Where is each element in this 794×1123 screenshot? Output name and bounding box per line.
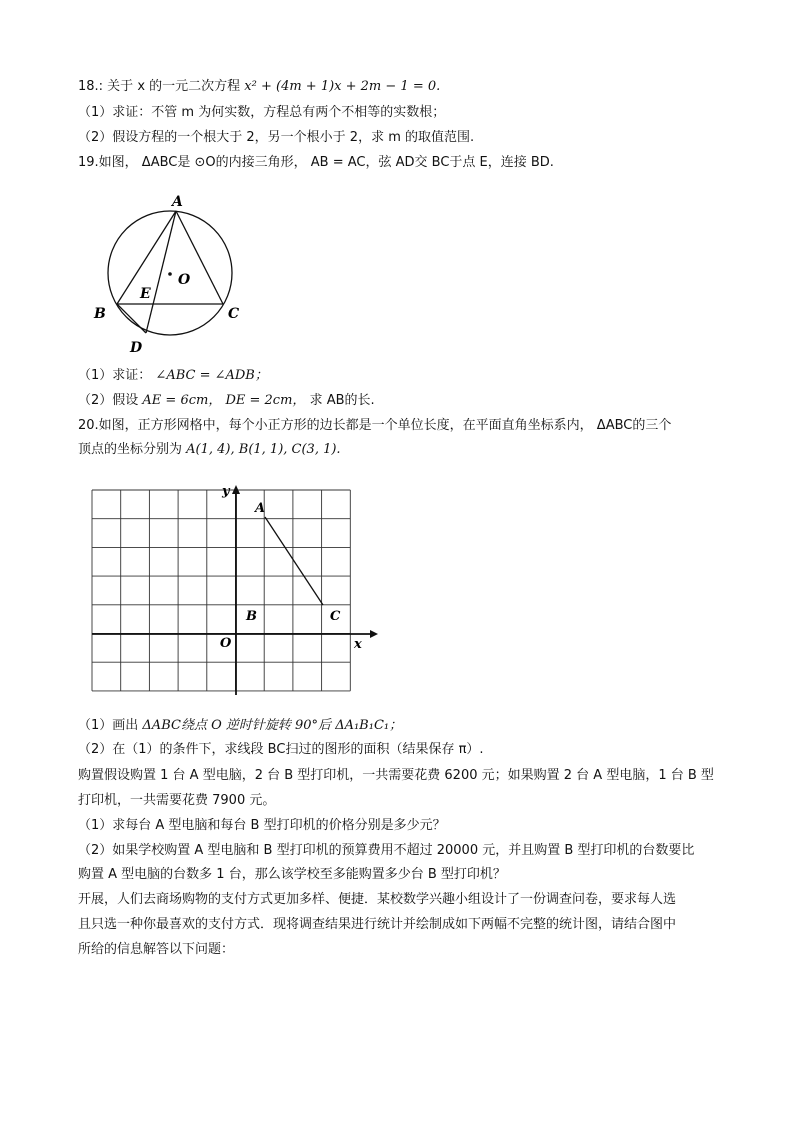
q20-part1-result: ΔA₁B₁C₁； <box>335 718 403 733</box>
q18-part2: （2）假设方程的一个根大于 2，另一个根小于 2，求 m 的取值范围. <box>78 130 475 145</box>
label-d: D <box>130 340 143 356</box>
x-axis-arrow <box>370 630 378 638</box>
q20-stem-line1: 20.如图，正方形网格中，每个小正方形的边长都是一个单位长度，在平面直角坐标系内， ΔABC的三个 <box>78 418 672 433</box>
q19-stem: 19.如图， ΔABC是 ⊙O的内接三角形， AB = AC，弦 AD交 BC于点 E，连接 BD. <box>78 155 554 170</box>
q21-part2-line2: 购置 A 型电脑的台数多 1 台，那么该学校至多能购置多少台 B 型打印机？ <box>78 867 506 882</box>
q18-part1: （1）求证：不管 m 为何实数，方程总有两个不相等的实数根； <box>78 105 446 120</box>
q19-part1-math: ∠ABC = ∠ADB； <box>155 368 268 383</box>
point-c-label: C <box>330 609 341 624</box>
q18-equation: x² + (4m + 1)x + 2m − 1 = 0. <box>244 79 441 94</box>
q22-line2: 且只选一种你最喜欢的支付方式．现将调查结果进行统计并绘制成如下两幅不完整的统计图，请结合图中 <box>78 917 677 932</box>
segment-ac <box>265 517 323 605</box>
q20-stem-line2 <box>78 440 341 460</box>
point-b-label: B <box>246 609 257 624</box>
q18-stem <box>78 77 440 97</box>
q22-line1: 开展，人们去商场购物的支付方式更加多样、便捷．某校数学兴趣小组设计了一份调查问卷，要求每人选 <box>78 892 677 907</box>
point-a-label: A <box>255 501 266 516</box>
segment-ad <box>146 211 176 333</box>
q20-grid-figure <box>88 482 378 700</box>
label-a: A <box>172 194 183 210</box>
q20-part1 <box>78 716 402 736</box>
axis-y-label: y <box>222 484 230 499</box>
segment-ac <box>176 211 223 304</box>
q20-part1-math: ΔABC绕点 O 逆时针旋转 90°后 <box>142 718 332 733</box>
q22-line3: 所给的信息解答以下问题： <box>78 942 235 957</box>
q20-stem-math: A(1, 4), B(1, 1), C(3, 1). <box>186 442 341 457</box>
q19-part1-prefix: （1）求证： <box>78 368 152 383</box>
q21-line2: 打印机，一共需要花费 7900 元。 <box>78 793 276 808</box>
segment-bd <box>117 304 146 333</box>
q19-part2-math: AE = 6cm， DE = 2cm， <box>142 393 306 408</box>
label-b: B <box>94 306 106 322</box>
q21-line1: 购置假设购置 1 台 A 型电脑，2 台 B 型打印机，一共需要花费 6200 元；如果购置 2 台 A 型电脑，1 台 B 型 <box>78 768 714 783</box>
grid-lines <box>92 490 350 691</box>
q19-part2 <box>78 391 375 411</box>
q19-part2-prefix: （2）假设 <box>78 393 139 408</box>
q19-part1 <box>78 366 268 386</box>
q18-stem-prefix: 18.: 关于 x 的一元二次方程 <box>78 79 241 94</box>
y-axis-arrow <box>232 485 240 494</box>
q20-stem-prefix: 顶点的坐标分别为 <box>78 442 183 457</box>
q21-part1: （1）求每台 A 型电脑和每台 B 型打印机的价格分别是多少元？ <box>78 818 446 833</box>
label-c: C <box>228 306 240 322</box>
origin-label: O <box>220 636 232 651</box>
q20-part1-prefix: （1）画出 <box>78 718 139 733</box>
q19-part2-suffix: 求 AB的长. <box>309 393 375 408</box>
q21-part2-line1: （2）如果学校购置 A 型电脑和 B 型打印机的预算费用不超过 20000 元，并且购置 B 型打印机的台数要比 <box>78 843 695 858</box>
q19-circle-figure <box>90 188 250 358</box>
center-dot <box>168 272 172 276</box>
label-o: O <box>178 272 191 288</box>
label-e: E <box>140 286 151 302</box>
q20-part2: （2）在（1）的条件下，求线段 BC扫过的图形的面积（结果保存 π）. <box>78 742 484 757</box>
axis-x-label: x <box>354 637 362 652</box>
